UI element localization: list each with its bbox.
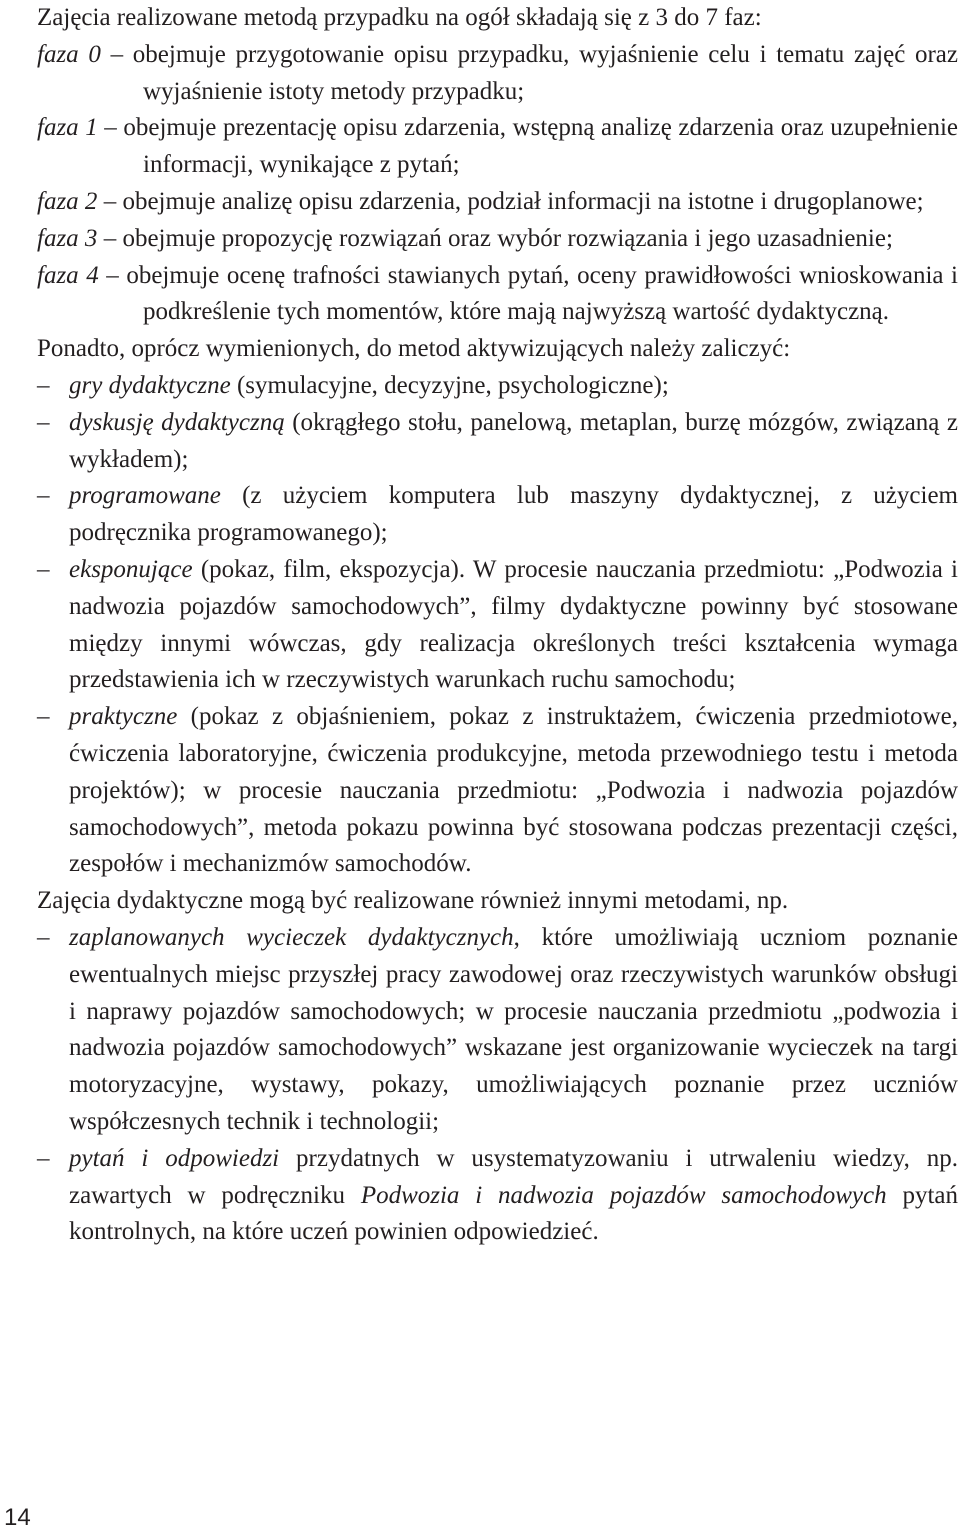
dash-marker: – — [37, 923, 50, 951]
other-methods-intro-text: Zajęcia dydaktyczne mogą być realizowane również innymi metodami, np. — [37, 887, 789, 915]
phase-text: obejmuje analizę opisu zdarzenia, podział informacji na istotne i drugoplanowe; — [122, 187, 924, 215]
phase-text: obejmuje ocenę trafności stawianych pytań, oceny prawidłowości wnioskowania i podkreślenie tych momentów, które mają najwyższą wartość dydaktyczną. — [126, 261, 958, 326]
method-description: (pokaz z objaśnieniem, pokaz z instruktażem, ćwiczenia przedmiotowe, ćwiczenia laboratoryjne, ćwiczenia produkcyjne, metoda przewodniego testu i metoda projektów); w procesie nauczania przedmiotu: „Podwozia i nadwozia pojazdów samochodowych”, metoda pokazu powinna być stosowana podczas prezentacji części, zespołów i mechanizmów samochodów. — [69, 703, 958, 878]
method-description-end: pytań kontrolnych, na które uczeń powinien odpowiedzieć. — [69, 1181, 959, 1246]
method-term: programowane — [69, 482, 221, 510]
method-term: gry dydaktyczne — [69, 371, 231, 399]
list-item — [37, 405, 958, 479]
book-title: Podwozia i nadwozia pojazdów samochodowych — [360, 1181, 887, 1209]
dash-marker: – — [37, 1144, 50, 1172]
method-term: zaplanowanych wycieczek dydaktycznych — [69, 923, 514, 951]
phase-separator: – — [97, 187, 123, 215]
list-item — [37, 920, 958, 1141]
phase-text: obejmuje prezentację opisu zdarzenia, wstępną analizę zdarzenia oraz uzupełnienie informacji, wynikające z pytań; — [123, 114, 958, 179]
phase-item — [37, 258, 958, 332]
intro-text: Zajęcia realizowane metodą przypadku na ogół składają się z 3 do 7 faz: — [37, 4, 762, 31]
list-item — [37, 552, 958, 699]
phase-label: faza 3 — [37, 224, 98, 252]
active-methods-list — [37, 368, 958, 883]
phase-item — [37, 184, 958, 221]
dash-marker: – — [37, 555, 50, 583]
dash-marker: – — [37, 703, 50, 731]
phase-separator: – — [97, 114, 124, 142]
list-item — [37, 368, 958, 405]
method-description: (symulacyjne, decyzyjne, psychologiczne); — [230, 371, 669, 399]
method-term: eksponujące — [69, 555, 193, 583]
list-item — [37, 478, 958, 552]
method-term: pytań i odpowiedzi — [69, 1144, 280, 1172]
list-item — [37, 699, 958, 883]
other-methods-list — [37, 920, 958, 1251]
page-number: 14 — [4, 1504, 31, 1531]
dash-marker: – — [37, 371, 50, 399]
phase-text: obejmuje propozycję rozwiązań oraz wybór rozwiązania i jego uzasadnienie; — [122, 224, 893, 252]
phase-separator: – — [98, 261, 127, 289]
method-description: przydatnych w usystematyzowaniu i utrwaleniu wiedzy, np. zawartych w podręczniku — [69, 1144, 958, 1209]
method-term: dyskusję dydaktyczną — [69, 408, 285, 436]
phase-label: faza 1 — [37, 114, 98, 142]
dash-marker: – — [37, 408, 50, 436]
method-description: (z użyciem komputera lub maszyny dydaktycznej, z użyciem podręcznika programowanego); — [69, 482, 958, 547]
phase-item — [37, 110, 958, 184]
page-body — [37, 0, 958, 1251]
phase-label: faza 2 — [37, 187, 98, 215]
phase-label: faza 4 — [37, 261, 99, 289]
method-description: (pokaz, film, ekspozycja). W procesie nauczania przedmiotu: „Podwozia i nadwozia pojazdów samochodowych”, filmy dydaktyczne powinny być stosowane między innymi wówczas, gdy realizacja określonych treści kształcenia wymaga przedstawienia ich w rzeczywistych warunkach ruchu samochodu; — [69, 555, 958, 694]
method-description: (okrągłego stołu, panelową, metaplan, burzę mózgów, związaną z wykładem); — [69, 408, 958, 473]
list-item — [37, 1141, 958, 1251]
phase-separator: – — [97, 224, 123, 252]
methods-intro-text: Ponadto, oprócz wymienionych, do metod aktywizujących należy zaliczyć: — [37, 335, 791, 363]
dash-marker: – — [37, 482, 50, 510]
phase-item — [37, 37, 958, 111]
phase-item — [37, 221, 958, 258]
method-term: praktyczne — [69, 703, 178, 731]
phase-separator: – — [100, 40, 133, 68]
method-description: , które umożliwiają uczniom poznanie ewentualnych miejsc przyszłej pracy zawodowej oraz rzeczywistych warunków obsługi i naprawy pojazdów samochodowych; w procesie nauczania przedmiotu „podwozia i nadwozia pojazdów samochodowych” wskazane jest organizowanie wycieczek na targi motoryzacyjne, wystawy, pokazy, umożliwiających poznanie przez uczniów współczesnych technik i technologii; — [69, 923, 958, 1135]
phase-list — [37, 37, 958, 331]
phase-text: obejmuje przygotowanie opisu przypadku, wyjaśnienie celu i tematu zajęć oraz wyjaśnienie istoty metody przypadku; — [132, 40, 959, 105]
phase-label: faza 0 — [37, 40, 101, 68]
